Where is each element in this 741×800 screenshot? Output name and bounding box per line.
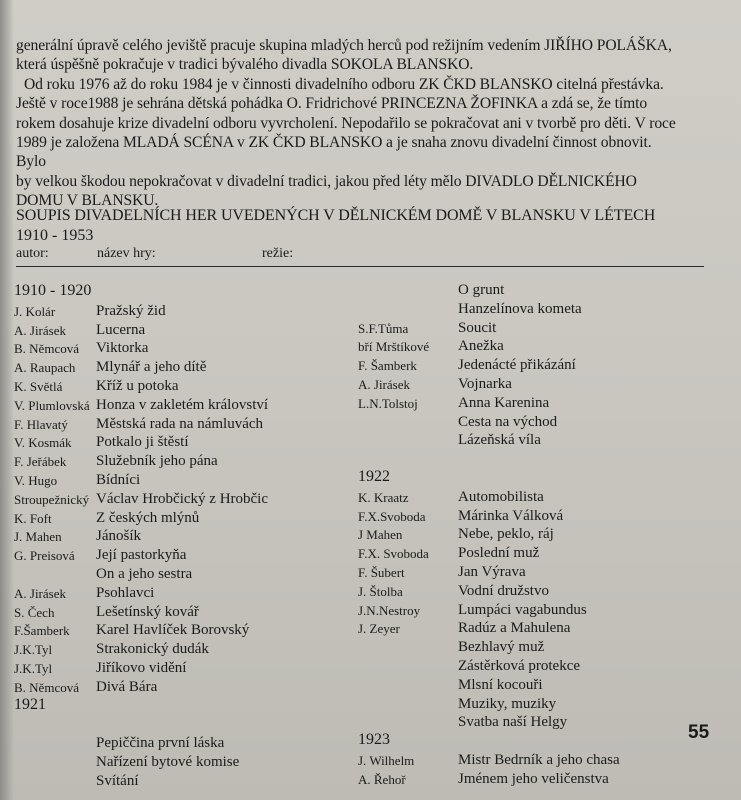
- list-heading: SOUPIS DIVADELNÍCH HER UVEDENÝCH V DĚLNICKÉM DOMĚ V BLANSKU V LÉTECH: [16, 207, 656, 224]
- play-title: Nebe, peklo, ráj: [458, 526, 554, 543]
- play-title: Cesta na východ: [458, 413, 558, 430]
- play-title: On a jeho sestra: [96, 566, 193, 582]
- play-author: V. Hugo: [14, 473, 58, 488]
- play-title: Václav Hrobčický z Hrobčic: [96, 490, 269, 507]
- play-title: Jedenácté přikázání: [458, 357, 576, 374]
- play-author: K. Světlá: [14, 379, 63, 394]
- play-title: Svítání: [96, 772, 139, 789]
- play-title: Mlynář a jeho dítě: [96, 359, 207, 376]
- col-label-author: autor:: [16, 246, 49, 261]
- play-author: J.K.Tyl: [14, 661, 53, 676]
- play-title: Kříž u potoka: [96, 378, 179, 394]
- play-author: A. Řehoř: [358, 771, 406, 787]
- page-number: 55: [688, 722, 710, 743]
- play-author: J Mahen: [358, 527, 403, 543]
- play-author: G. Preisová: [14, 548, 75, 564]
- play-title: Radúz a Mahulena: [458, 620, 571, 637]
- play-title: Potkalo ji štěstí: [96, 434, 189, 451]
- play-title: Soucit: [458, 319, 497, 336]
- intro-line: by velkou škodou nepokračovat v divadelní tradici, jakou před léty mělo DIVADLO DĚLNICKÉHO: [16, 172, 637, 190]
- play-title: Bídníci: [96, 472, 141, 488]
- play-author: Stroupežnický: [14, 491, 90, 507]
- play-title: Poslední muž: [458, 545, 540, 562]
- play-author: F. Jeřábek: [14, 454, 67, 470]
- play-title: Městská rada na námluvách: [96, 415, 264, 432]
- play-title: Jiříkovo vidění: [96, 660, 187, 676]
- play-author: S.F.Tůma: [358, 320, 409, 336]
- play-author: F. Šubert: [358, 565, 405, 580]
- play-title: Lešetínský kovář: [96, 603, 199, 620]
- intro-line: 1989 je založena MLADÁ SCÉNA v ZK ČKD BLANSKO a je snaha znovu divadelní činnost obnovit. Bylo: [16, 134, 652, 171]
- play-title: Lumpáci vagabundus: [458, 601, 587, 618]
- page-gutter-shadow: [0, 0, 14, 800]
- play-title: Pražský žid: [96, 302, 166, 319]
- play-title: Karel Havlíček Borovský: [96, 622, 250, 639]
- play-title: Viktorka: [96, 340, 149, 357]
- intro-line: DOMU V BLANSKU.: [16, 192, 159, 210]
- play-author: A. Raupach: [14, 360, 76, 376]
- play-title: Vodní družstvo: [458, 582, 549, 599]
- col-label-director: režie:: [262, 246, 294, 261]
- play-title: Jménem jeho veličenstva: [458, 770, 609, 787]
- play-author: B. Němcová: [14, 679, 79, 695]
- play-author: F.X. Svoboda: [358, 546, 429, 562]
- play-author: A. Jirásek: [14, 322, 66, 338]
- intro-line: která úspěšně pokračuje v tradici bývalého divadla SOKOLA BLANSKO.: [16, 56, 474, 74]
- play-author: K. Kraatz: [358, 489, 409, 505]
- play-author: K. Foft: [14, 510, 52, 526]
- play-title: Nařízení bytové komise: [96, 754, 240, 770]
- play-title: Svatba naší Helgy: [458, 714, 568, 731]
- play-title: Lucerna: [96, 321, 146, 338]
- list-years: 1910 - 1953: [16, 227, 94, 244]
- play-title: Anna Karenina: [458, 394, 550, 411]
- year-heading: 1923: [358, 731, 390, 749]
- play-title: Lázeňská víla: [458, 432, 541, 449]
- play-title: Jan Výrava: [458, 564, 526, 580]
- play-title: Z českých mlýnů: [96, 509, 200, 526]
- play-title: Bezhlavý muž: [458, 639, 545, 656]
- play-title: O grunt: [458, 282, 505, 298]
- intro-line: Ještě v roce1988 je sehrána dětská pohádka O. Fridrichové PRINCEZNA ŽOFINKA a zdá se, že tímto: [16, 95, 648, 113]
- play-author: L.N.Tolstoj: [358, 395, 418, 411]
- play-title: Automobilista: [458, 488, 544, 505]
- play-title: Služebník jeho pána: [96, 453, 218, 470]
- play-author: F. Hlavatý: [14, 416, 68, 432]
- play-author: A. Jirásek: [14, 585, 66, 601]
- year-heading: 1922: [358, 468, 390, 485]
- col-label-title: název hry:: [97, 246, 156, 261]
- play-author: F.Šamberk: [14, 623, 70, 639]
- play-title: Honza v zakletém království: [96, 396, 269, 413]
- play-title: Zástěrková protekce: [458, 658, 581, 674]
- play-author: J. Štolba: [358, 583, 403, 599]
- play-title: Psohlavci: [96, 584, 155, 601]
- play-author: J. Zeyer: [358, 621, 400, 637]
- play-author: J. Wilhelm: [358, 753, 415, 768]
- play-author: V. Plumlovská: [14, 397, 90, 413]
- play-author: J. Mahen: [14, 529, 62, 545]
- play-author: F. Šamberk: [358, 358, 417, 374]
- play-author: J. Kolár: [14, 303, 56, 319]
- year-heading: 1910 - 1920: [14, 282, 92, 299]
- play-title: Divá Bára: [96, 678, 158, 695]
- play-title: Jánošík: [96, 528, 141, 545]
- play-author: V. Kosmák: [14, 435, 72, 451]
- play-title: Márinka Válková: [458, 507, 564, 524]
- intro-line: rokem dosahuje krize divadelní odboru vyvrcholení. Nepodařilo se pokračovat ani v tvorbě pro děti. V roce: [16, 114, 676, 132]
- play-title: Muziky, muziky: [458, 695, 557, 712]
- play-title: Pepiččina první láska: [96, 735, 225, 752]
- play-author: S. Čech: [14, 604, 55, 620]
- play-title: Strakonický dudák: [96, 641, 209, 658]
- play-author: A. Jirásek: [358, 377, 410, 392]
- play-author: bří Mrštíkové: [358, 339, 430, 355]
- play-author: B. Němcová: [14, 341, 79, 357]
- play-title: Anežka: [458, 338, 504, 355]
- intro-line: Od roku 1976 až do roku 1984 je v činnosti divadelního odboru ZK ČKD BLANSKO citelná přestávka.: [24, 75, 664, 93]
- play-author: J.K.Tyl: [14, 642, 53, 658]
- header-rule: [16, 266, 704, 267]
- play-title: Hanzelínova kometa: [458, 300, 582, 317]
- play-title: Vojnarka: [458, 376, 512, 392]
- year-heading: 1921: [14, 695, 46, 713]
- play-author: F.X.Svoboda: [358, 508, 426, 524]
- intro-line: generální úpravě celého jeviště pracuje skupina mladých herců pod režijním vedením JIŘÍHO POLÁŠKA,: [16, 37, 672, 54]
- play-title: Její pastorkyňa: [96, 547, 187, 564]
- intro-paragraph: [16, 36, 684, 211]
- play-title: Mistr Bedrník a jeho chasa: [458, 752, 620, 768]
- play-author: J.N.Nestroy: [358, 602, 421, 618]
- play-title: Mlsní kocouři: [458, 676, 543, 693]
